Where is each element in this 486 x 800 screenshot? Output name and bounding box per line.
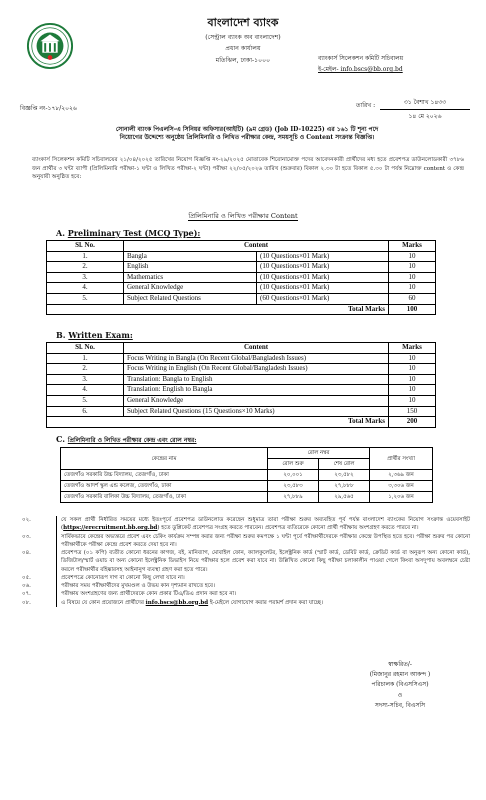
- section-a-title: Preliminary Test (MCQ Type):: [67, 228, 201, 238]
- col-marks: Marks: [389, 241, 436, 252]
- note-number: ০২.: [22, 517, 31, 523]
- note-text: প্রবেশপত্রে কোনোরূপ দাগ বা কোনো কিছু লেখা যাবে না।: [56, 574, 470, 582]
- secretariat-name: ব্যাংকার্স সিলেকশন কমিটি সচিবালয়: [318, 55, 404, 62]
- signatory-conjunction: ও: [397, 691, 403, 699]
- table-row: [47, 283, 436, 294]
- col-slno: Sl. No.: [47, 241, 124, 252]
- cell-content: Focus Writing in Bangla (On Recent Global/Bangladesh Issues): [124, 353, 389, 364]
- cell-content: English: [124, 262, 257, 273]
- total-value: 100: [389, 304, 436, 315]
- table-row: [47, 364, 436, 375]
- note-text: পরীক্ষায় অংশগ্রহণের জন্য প্রার্থীদেরকে কোন প্রকার টিএ/ডিএ প্রদান করা হবে না।: [56, 590, 470, 598]
- section-b-label: B.: [56, 330, 66, 340]
- cell-roll-end: ২৩,৫৮২: [319, 470, 370, 481]
- note-number: ০৬.: [22, 583, 31, 589]
- note-number: ০৪.: [22, 550, 31, 556]
- total-label: Total Marks: [47, 417, 389, 428]
- table-row: [47, 262, 436, 273]
- note-text: প্রবেশপত্র (০১ কপি) ব্যতীত কোনো ধরনের কাগজ, বই, মানিব্যাগ, মোবাইল ফোন, ক্যালকুলেটর, ইলেক্ট্রনিক কার্ড (স্মার্ট কার্ড, ডেবিট কার্ড, ক্রেডিট কার্ড বা অনুরূপ অন্য কোনো কার্ড), ডিজিটাল/স্মার্ট ওয়াচ বা অন্য কোনো ইলেক্ট্রনিক ডিভাইস নিয়ে পরীক্ষার হলে প্রবেশ করা যাবে না। উল্লিখিত কোনো কিছু পরীক্ষা চলাকালীন পাওয়া গেলে কিংবা অসদুপায় অবলম্বনে চেষ্টা করলে পরীক্ষার্থীর বহিষ্কারসহ আইনানুগ ব্যবস্থা গ্রহণ করা হতে পারে।: [56, 549, 470, 574]
- cell-slno: 4.: [47, 385, 124, 396]
- table-header-row: [47, 343, 436, 354]
- cell-content: Translation: Bangla to English: [124, 374, 389, 385]
- cell-count: ২,৩৬৯ জন: [370, 470, 433, 481]
- cell-content: Translation: English to Bangla: [124, 385, 389, 396]
- subject: [32, 126, 462, 142]
- list-item: [20, 590, 470, 598]
- content-title-text: প্রিলিমিনারি ও লিখিত পরীক্ষার Content: [188, 212, 298, 220]
- bank-name: বাংলাদেশ ব্যাংক: [207, 16, 279, 29]
- cell-detail: (10 Questions×01 Mark): [257, 251, 389, 262]
- cell-marks: 10: [389, 283, 436, 294]
- cell-marks: 10: [389, 353, 436, 364]
- cell-marks: 10: [389, 262, 436, 273]
- cell-marks: 60: [389, 293, 436, 304]
- list-item: [20, 533, 470, 550]
- signed-label: স্বাক্ষরিত/-: [388, 661, 412, 668]
- cell-content: Subject Related Questions: [124, 293, 257, 304]
- subject-line-2: নিয়োগের উদ্দেশ্যে অনুষ্ঠেয় প্রিলিমিনারি ও লিখিত পরীক্ষার কেন্দ্র, সময়সূচি ও Content সংক্রান্ত বিজ্ঞপ্তি।: [119, 134, 375, 142]
- list-item: [20, 574, 470, 582]
- header-email[interactable]: ই-মেইল- info.bscs@bb.org.bd: [318, 66, 403, 73]
- office-name: প্রধান কার্যালয়: [225, 45, 261, 52]
- intro-paragraph: ব্যাংকার্স সিলেকশন কমিটি সচিবালয়ের ২১/০৪/২০২৫ তারিখের নিয়োগ বিজ্ঞপ্তি নং-২৯/২০২৫ মোতাবেক শিরোনামোক্ত পদের আবেদনকারী প্রার্থীদের মধ্য হতে প্রবেশপত্র ডাউনলোডকারী ৩৭৮৬ জন প্রার্থীর ৩ ঘন্টা ব্যাপী (প্রিলিমিনারি পরীক্ষা-১ ঘন্টা ও লিখিত পরীক্ষা-২ ঘন্টা) পরীক্ষা ২২/০৫/২০২৬ তারিখ (শুক্রবার) বিকাল ২.৩০ টা হতে বিকাল ৫.৩০ টা পর্যন্ত নিম্নোক্ত content ও কেন্দ্র অনুযায়ী অনুষ্ঠিত হবে:: [32, 157, 464, 181]
- note-text-part: যে সকল প্রার্থী নির্ধারিত সময়ের মধ্যে ইতঃপূর্বে প্রবেশপত্র ডাউনলোড করেছেন শুধুমাত্র তারা পরীক্ষা শুরুর অব্যবহিত পূর্ব পর্যন্ত বাংলাদেশ ব্যাংকের নিয়োগ সংক্রান্ত ওয়েবসাইট (: [61, 517, 470, 532]
- section-a-heading: [56, 228, 200, 238]
- cell-roll-start: ২৩,৫৮৩: [268, 481, 319, 492]
- cell-detail: (60 Questions×01 Mark): [257, 293, 389, 304]
- cell-marks: 10: [389, 395, 436, 406]
- cell-marks: 10: [389, 251, 436, 262]
- note-text-part: এ বিষয়ে যে কোন প্রয়োজনে প্রার্থীদের: [61, 599, 146, 606]
- cell-slno: 5.: [47, 395, 124, 406]
- col-roll-start: রোল শুরু: [268, 459, 319, 470]
- note-text: [56, 516, 470, 533]
- table-header-row: [47, 241, 436, 252]
- cell-slno: 1.: [47, 251, 124, 262]
- cell-content: Mathematics: [124, 272, 257, 283]
- col-roll-end: শেষ রোল: [319, 459, 370, 470]
- contact-email-link[interactable]: info.bscs@bb.org.bd: [145, 599, 209, 606]
- written-table: [46, 342, 436, 428]
- total-row: [47, 304, 436, 315]
- cell-centre: তেজগাঁও সরকারি বালিকা উচ্চ বিদ্যালয়, তেজগাঁও, ঢাকা: [61, 492, 268, 503]
- total-label: Total Marks: [47, 304, 389, 315]
- signatory-title: পরিচালক (বিএসসিএস): [371, 681, 429, 689]
- col-roll: রোল নম্বর: [268, 448, 370, 459]
- table-row: [47, 272, 436, 283]
- signature-block: [330, 660, 470, 711]
- note-number: ০৮.: [22, 599, 31, 606]
- table-row: [61, 470, 433, 481]
- table-header-row: [61, 448, 433, 459]
- cell-slno: 3.: [47, 374, 124, 385]
- cell-roll-start: ২৭,৮৮৯: [268, 492, 319, 503]
- table-row: [47, 251, 436, 262]
- section-a-label: A.: [56, 228, 65, 238]
- list-item: [20, 599, 470, 607]
- cell-marks: 10: [389, 364, 436, 375]
- cell-slno: 2.: [47, 262, 124, 273]
- cell-roll-start: ২০,০০১: [268, 470, 319, 481]
- cell-content: Bangla: [124, 251, 257, 262]
- recruitment-website-link[interactable]: https://erecruitment.bb.org.bd: [63, 525, 158, 532]
- cell-centre: তেজগাঁও আদর্শ স্কুল এন্ড কলেজ, তেজগাঁও, ঢাকা: [61, 481, 268, 492]
- cell-slno: 3.: [47, 272, 124, 283]
- cell-content: General Knowledge: [124, 283, 257, 294]
- cell-detail: (10 Questions×01 Mark): [257, 283, 389, 294]
- notice-number: বিজ্ঞপ্তি নং-১৭৮/২০২৬: [20, 105, 77, 112]
- table-row: [61, 492, 433, 503]
- table-row: [47, 293, 436, 304]
- cell-slno: 5.: [47, 293, 124, 304]
- cell-slno: 4.: [47, 283, 124, 294]
- total-value: 200: [389, 417, 436, 428]
- date-bangla: ৩১ বৈশাখ ১৪৩৩: [403, 99, 447, 106]
- cell-marks: 10: [389, 374, 436, 385]
- note-text: পরীক্ষার সময় পরীক্ষার্থীদের মুখমণ্ডল ও উভয় কান দৃশ্যমান রাখতে হবে।: [56, 582, 470, 590]
- section-c-title: প্রিলিমিনারি ও লিখিত পরীক্ষার কেন্দ্র এবং রোল নম্বর:: [67, 437, 197, 444]
- subject-line-1: সোনালী ব্যাংক পিএলসি-এ সিনিয়র অফিসার(আইটি) (৯ম গ্রেড) (Job ID-10225) এর ১৬১ টি শূন্য পদে: [115, 126, 379, 133]
- cell-count: ১,২০৬ জন: [370, 492, 433, 503]
- content-title: [0, 210, 486, 222]
- table-row: [47, 374, 436, 385]
- cell-slno: 1.: [47, 353, 124, 364]
- note-text: সার্বিকভাবে কেন্দ্রের অভ্যন্তরে প্রবেশ এবং চেকিং কার্যক্রম সম্পন্ন করার জন্য পরীক্ষা শুরুর কমপক্ষে ১ ঘন্টা পূর্বে পরীক্ষার্থীদেরকে পরীক্ষার কেন্দ্রে উপস্থিত হতে হবে। পরীক্ষা শুরুর পর কোনো পরীক্ষার্থীকে পরীক্ষা কেন্দ্রে প্রবেশ করতে দেয়া হবে না।: [56, 533, 470, 550]
- cell-roll-end: ২৯,৫৬৫: [319, 492, 370, 503]
- cell-content: General Knowledge: [124, 395, 389, 406]
- section-b-title: Written Exam:: [68, 330, 133, 340]
- cell-marks: 10: [389, 385, 436, 396]
- cell-marks: 10: [389, 272, 436, 283]
- note-text-part: ই-মেইলে যোগাযোগ করার পরামর্শ প্রদান করা যাচ্ছে।: [208, 599, 323, 606]
- table-row: [47, 406, 436, 417]
- table-row: [47, 353, 436, 364]
- cell-detail: (10 Questions×01 Mark): [257, 262, 389, 273]
- col-marks: Marks: [389, 343, 436, 354]
- bank-subtitle: (সেন্ট্রাল ব্যাংক অব বাংলাদেশ): [205, 34, 281, 41]
- cell-content: Focus Writing in English (On Recent Global/Bangladesh Issues): [124, 364, 389, 375]
- centre-table: [60, 447, 433, 503]
- table-row: [61, 481, 433, 492]
- date-english: ১৪ মে ২০২৬: [380, 109, 470, 123]
- list-item: [20, 582, 470, 590]
- list-item: [20, 516, 470, 533]
- cell-roll-end: ২৭,৮৮৮: [319, 481, 370, 492]
- col-count: প্রার্থীর সংখ্যা: [370, 448, 433, 470]
- note-number: ০৭.: [22, 591, 31, 598]
- section-c-heading: [56, 434, 197, 446]
- cell-content: Subject Related Questions (15 Questions×10 Marks): [124, 406, 389, 417]
- signatory-name: (মিজানুর রহমান আকন্দ ): [369, 671, 431, 679]
- cell-slno: 6.: [47, 406, 124, 417]
- table-row: [47, 395, 436, 406]
- cell-detail: (10 Questions×01 Mark): [257, 272, 389, 283]
- section-c-label: C.: [56, 434, 66, 444]
- signatory-title-2: সদস্য-সচিব, বিএসসি: [374, 701, 426, 709]
- preliminary-table: [46, 240, 436, 315]
- list-item: [20, 549, 470, 574]
- table-row: [47, 385, 436, 396]
- section-b-heading: [56, 330, 133, 340]
- note-text: [56, 599, 470, 607]
- note-number: ০৩.: [22, 533, 31, 540]
- col-slno: Sl. No.: [47, 343, 124, 354]
- total-row: [47, 417, 436, 428]
- instructions-list: [20, 516, 470, 607]
- date-label: তারিখ :: [356, 102, 376, 109]
- note-number: ০৫.: [22, 574, 31, 581]
- cell-count: ৩,৩০৬ জন: [370, 481, 433, 492]
- col-content: Content: [124, 241, 389, 252]
- cell-centre: তেজগাঁও সরকারি উচ্চ বিদ্যালয়, তেজগাঁও, ঢাকা: [61, 470, 268, 481]
- col-centre: কেন্দ্রের নাম: [61, 448, 268, 470]
- office-address: মতিঝিল, ঢাকা-১০০০: [215, 57, 271, 64]
- cell-marks: 150: [389, 406, 436, 417]
- cell-slno: 2.: [47, 364, 124, 375]
- col-content: Content: [124, 343, 389, 354]
- date-box: [380, 96, 470, 123]
- note-text-part: ) হতে ডুপ্লিকেট প্রবেশপত্র সংগ্রহ করতে পারবেন। প্রবেশপত্র ব্যতিরেকে কোনো প্রার্থী পরীক্ষায় অংশগ্রহণ করতে পারবে না।: [157, 525, 419, 532]
